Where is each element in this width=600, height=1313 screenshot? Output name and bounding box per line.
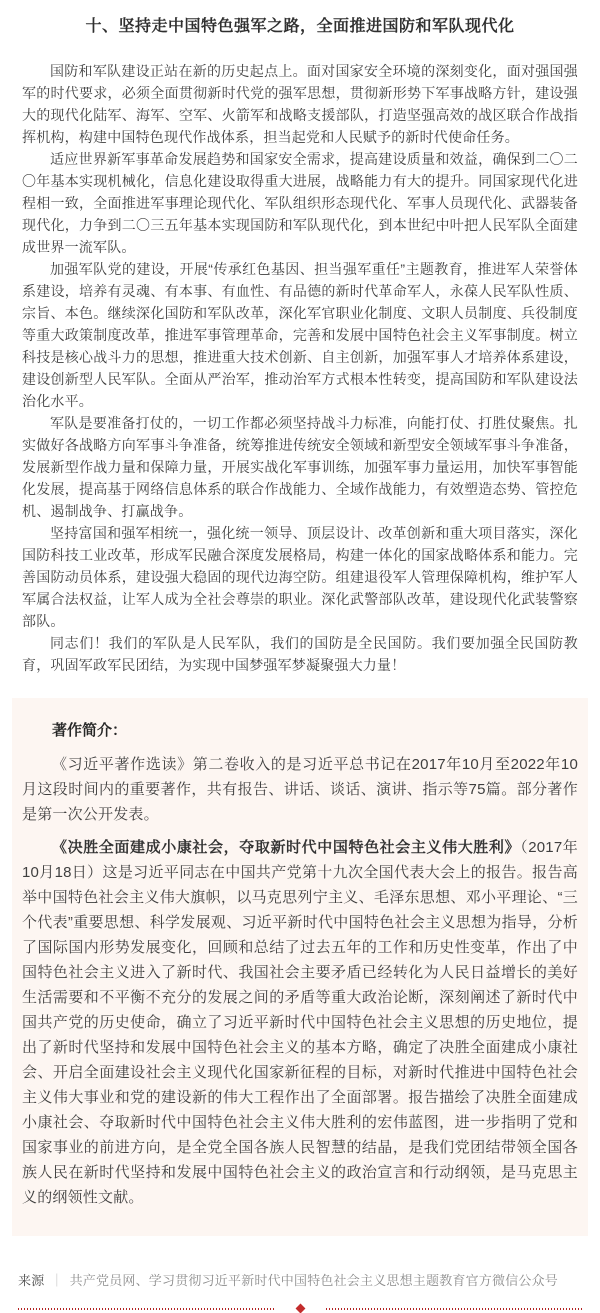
body-paragraph-4: 军队是要准备打仗的，一切工作都必须坚持战斗力标准，向能打仗、打胜仗聚焦。扎实做好各战略方向军事斗争准备，统筹推进传统安全领域和新型安全领域军事斗争准备，发展新型作战力量和保障力量，开展实战化军事训练，加强军事力量运用，加快军事智能化发展，提高基于网络信息体系的联合作战能力、全域作战能力，有效塑造态势、管控危机、遏制战争、打赢战争。	[22, 415, 578, 519]
body-paragraph-2: 适应世界新军事革命发展趋势和国家安全需求，提高建设质量和效益，确保到二〇二〇年基本实现机械化，信息化建设取得重大进展，战略能力有大的提升。同国家现代化进程相一致，全面推进军事理论现代化、军队组织形态现代化、军事人员现代化、武器装备现代化，力争到二〇三五年基本实现国防和军队现代化，到本世纪中叶把人民军队全面建成世界一流军队。	[22, 151, 578, 255]
source-label: 来源	[18, 1273, 45, 1288]
source-text: 共产党员网、学习贯彻习近平新时代中国特色社会主义思想主题教育官方微信公众号	[69, 1273, 559, 1288]
source-line	[18, 1272, 582, 1290]
work-intro-box	[12, 698, 588, 1236]
article-footer	[0, 1272, 600, 1312]
intro-box-heading: 著作简介：	[52, 722, 128, 739]
work-description: （2017年10月18日）这是习近平同志在中国共产党第十九次全国代表大会上的报告。报告高举中国特色社会主义伟大旗帜，以马克思列宁主义、毛泽东思想、邓小平理论、“三个代表”重要思想、科学发展观、习近平新时代中国特色社会主义思想为指导，分析了国际国内形势发展变化，回顾和总结了过去五年的工作和历史性变革，作出了中国特色社会主义进入了新时代、我国社会主要矛盾已经转化为人民日益增长的美好生活需要和不平衡不充分的发展之间的矛盾等重大政治论断，深刻阐述了新时代中国共产党的历史使命，确立了习近平新时代中国特色社会主义思想的历史地位，提出了新时代坚持和发展中国特色社会主义的基本方略，确定了决胜全面建成小康社会、开启全面建设社会主义现代化国家新征程的目标，对新时代推进中国特色社会主义伟大事业和党的建设新的伟大工程作出了全面部署。报告描绘了决胜全面建成小康社会、夺取新时代中国特色社会主义伟大胜利的宏伟蓝图，进一步指明了党和国家事业的前进方向，是全党全国各族人民智慧的结晶，是我们党团结带领全国各族人民在新时代坚持和发展中国特色社会主义的政治宣言和行动纲领，是马克思主义的纲领性文献。	[22, 839, 578, 1206]
article-body	[22, 60, 578, 676]
body-paragraph-6: 同志们！我们的军队是人民军队，我们的国防是全民国防。我们要加强全民国防教育，巩固军政军民团结，为实现中国梦强军梦凝聚强大力量！	[22, 635, 578, 673]
body-paragraph-5: 坚持富国和强军相统一，强化统一领导、顶层设计、改革创新和重大项目落实，深化国防科技工业改革，形成军民融合深度发展格局，构建一体化的国家战略体系和能力。完善国防动员体系，建设强大稳固的现代边海空防。组建退役军人管理保障机构，维护军人军属合法权益，让军人成为全社会尊崇的职业。深化武警部队改革，建设现代化武装警察部队。	[22, 525, 578, 629]
intro-box-paragraph-2	[22, 835, 578, 1210]
article-title: 十、坚持走中国特色强军之路，全面推进国防和军队现代化	[85, 18, 515, 35]
source-separator: ｜	[50, 1273, 64, 1288]
body-paragraph-3: 加强军队党的建设，开展“传承红色基因、担当强军重任”主题教育，推进军人荣誉体系建设，培养有灵魂、有本事、有血性、有品德的新时代革命军人，永葆人民军队性质、宗旨、本色。继续深化国防和军队改革，深化军官职业化制度、文职人员制度、兵役制度等重大政策制度改革，推进军事管理革命，完善和发展中国特色社会主义军事制度。树立科技是核心战斗力的思想，推进重大技术创新、自主创新，加强军事人才培养体系建设，建设创新型人民军队。全面从严治军，推动治军方式根本性转变，提高国防和军队建设法治化水平。	[22, 261, 578, 409]
intro-box-paragraph-1: 《习近平著作选读》第二卷收入的是习近平总书记在2017年10月至2022年10月这段时间内的重要著作，共有报告、讲话、谈话、演讲、指示等75篇。部分著作是第一次公开发表。	[22, 756, 578, 823]
body-paragraph-1: 国防和军队建设正站在新的历史起点上。面对国家安全环境的深刻变化，面对强国强军的时代要求，必须全面贯彻新时代党的强军思想，贯彻新形势下军事战略方针，建设强大的现代化陆军、海军、空军、火箭军和战略支援部队，打造坚强高效的战区联合作战指挥机构，构建中国特色现代作战体系，担当起党和人民赋予的新时代使命任务。	[22, 63, 578, 145]
work-title: 《决胜全面建成小康社会，夺取新时代中国特色社会主义伟大胜利》	[52, 839, 521, 856]
diamond-icon	[295, 1304, 305, 1313]
